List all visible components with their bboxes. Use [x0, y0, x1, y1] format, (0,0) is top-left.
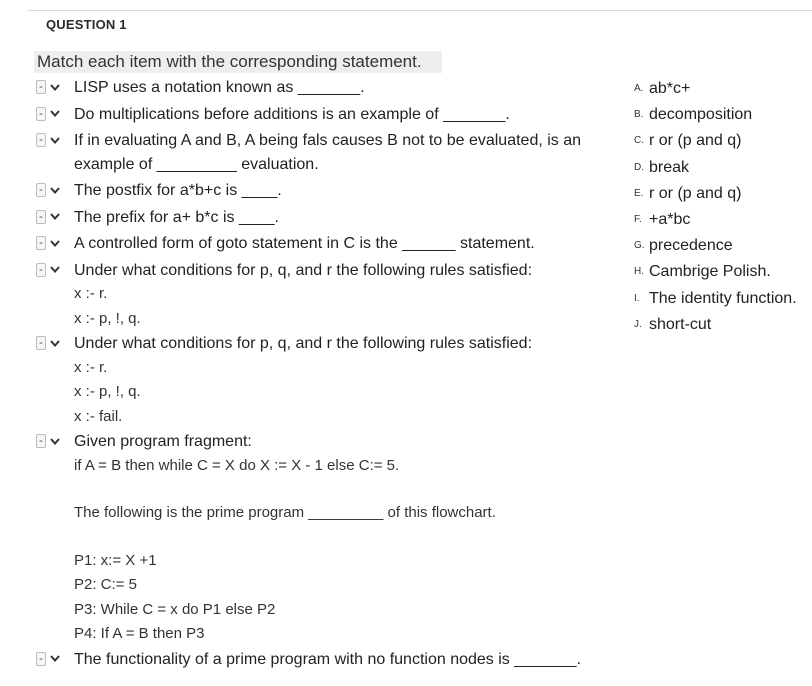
- answer-text: r or (p and q): [649, 184, 742, 202]
- answer-option: [634, 312, 812, 338]
- select-value: -: [36, 183, 46, 197]
- match-item: [36, 332, 616, 356]
- answer-select[interactable]: [36, 651, 70, 667]
- match-item: [36, 206, 616, 230]
- select-value: -: [36, 336, 46, 350]
- answer-option: [634, 286, 812, 312]
- answer-select[interactable]: [36, 335, 70, 351]
- chevron-down-icon: [46, 336, 64, 350]
- item-text: The postfix for a*b+c is ____.: [74, 182, 282, 199]
- answer-text: +a*bc: [649, 211, 691, 229]
- chevron-down-icon: [46, 210, 64, 224]
- program-line: P2: C:= 5: [74, 576, 137, 593]
- answer-select[interactable]: [36, 79, 70, 95]
- answer-select[interactable]: [36, 106, 70, 122]
- rule-line: x :- r.: [74, 285, 108, 302]
- match-item: [36, 259, 616, 283]
- answer-text: r or (p and q): [649, 132, 742, 150]
- answer-text: Cambrige Polish.: [649, 263, 771, 281]
- rule-line: x :- fail.: [74, 407, 123, 425]
- item-text: LISP uses a notation known as _______.: [74, 79, 365, 96]
- answer-option: [634, 181, 812, 207]
- match-item: [36, 430, 616, 454]
- answer-letter: H.: [634, 266, 644, 278]
- answer-option: [634, 233, 812, 259]
- match-item: [36, 103, 616, 127]
- answer-letter: J.: [634, 318, 642, 330]
- program-line: P1: x:= X +1: [74, 551, 157, 569]
- item-text: If in evaluating A and B, A being fals causes B not to be evaluated, is an example of _________ evaluation.: [74, 132, 582, 173]
- question-header: QUESTION 1: [46, 17, 127, 32]
- chevron-down-icon: [46, 652, 64, 666]
- item-text: The prefix for a+ b*c is ____.: [74, 208, 279, 226]
- item-text: The functionality of a prime program with no function nodes is _______.: [74, 650, 581, 668]
- item-text: Do multiplications before additions is an example of _______.: [74, 105, 510, 123]
- match-item: [36, 179, 616, 203]
- rule-line: x :- p, !, q.: [74, 309, 141, 327]
- matching-items: [36, 76, 616, 671]
- answer-option: [634, 207, 812, 233]
- answer-letter: E.: [634, 187, 644, 199]
- chevron-down-icon: [46, 434, 64, 448]
- answer-letter: D.: [634, 161, 644, 173]
- answer-letter: C.: [634, 135, 644, 147]
- match-item: [36, 232, 616, 256]
- item-text: A controlled form of goto statement in C is the ______ statement.: [74, 235, 535, 252]
- question-prompt: Match each item with the corresponding statement.: [34, 51, 442, 73]
- select-value: -: [36, 236, 46, 250]
- chevron-down-icon: [46, 107, 64, 121]
- top-divider: [28, 10, 812, 11]
- flowchart-statement: The following is the prime program _________ of this flowchart.: [74, 504, 496, 521]
- match-item: [36, 76, 616, 100]
- rule-line: x :- p, !, q.: [74, 383, 141, 400]
- select-value: -: [36, 263, 46, 277]
- match-item: [36, 129, 616, 176]
- code-line: if A = B then while C = X do X := X - 1 else C:= 5.: [74, 456, 400, 474]
- item-text: Under what conditions for p, q, and r the following rules satisfied:: [74, 335, 533, 352]
- answer-list: [634, 76, 812, 338]
- answer-select[interactable]: [36, 235, 70, 251]
- answer-select[interactable]: [36, 182, 70, 198]
- select-value: -: [36, 210, 46, 224]
- answer-letter: B.: [634, 109, 644, 121]
- answer-option: [634, 76, 812, 102]
- answer-text: precedence: [649, 237, 733, 255]
- program-line: P4: If A = B then P3: [74, 625, 205, 642]
- rule-line: x :- r.: [74, 358, 108, 376]
- program-line: P3: While C = x do P1 else P2: [74, 600, 276, 618]
- item-text: Given program fragment:: [74, 433, 252, 450]
- select-value: -: [36, 652, 46, 666]
- select-value: -: [36, 133, 46, 147]
- answer-text: break: [649, 158, 690, 176]
- answer-text: short-cut: [649, 315, 712, 333]
- select-value: -: [36, 107, 46, 121]
- answer-option: [634, 128, 812, 154]
- chevron-down-icon: [46, 183, 64, 197]
- answer-select[interactable]: [36, 433, 70, 449]
- answer-text: ab*c+: [649, 80, 691, 97]
- chevron-down-icon: [46, 236, 64, 250]
- chevron-down-icon: [46, 80, 64, 94]
- answer-letter: A.: [634, 83, 644, 94]
- answer-letter: G.: [634, 240, 645, 252]
- answer-text: decomposition: [649, 106, 753, 124]
- answer-text: The identity function.: [649, 289, 797, 307]
- answer-select[interactable]: [36, 209, 70, 225]
- answer-letter: I.: [634, 292, 640, 304]
- chevron-down-icon: [46, 263, 64, 277]
- select-value: -: [36, 434, 46, 448]
- select-value: -: [36, 80, 46, 94]
- answer-select[interactable]: [36, 262, 70, 278]
- answer-option: [634, 155, 812, 181]
- answer-option: [634, 259, 812, 285]
- answer-option: [634, 102, 812, 128]
- match-item: [36, 648, 616, 672]
- answer-letter: F.: [634, 214, 642, 226]
- item-text: Under what conditions for p, q, and r the following rules satisfied:: [74, 261, 533, 279]
- chevron-down-icon: [46, 133, 64, 147]
- answer-select[interactable]: [36, 132, 70, 148]
